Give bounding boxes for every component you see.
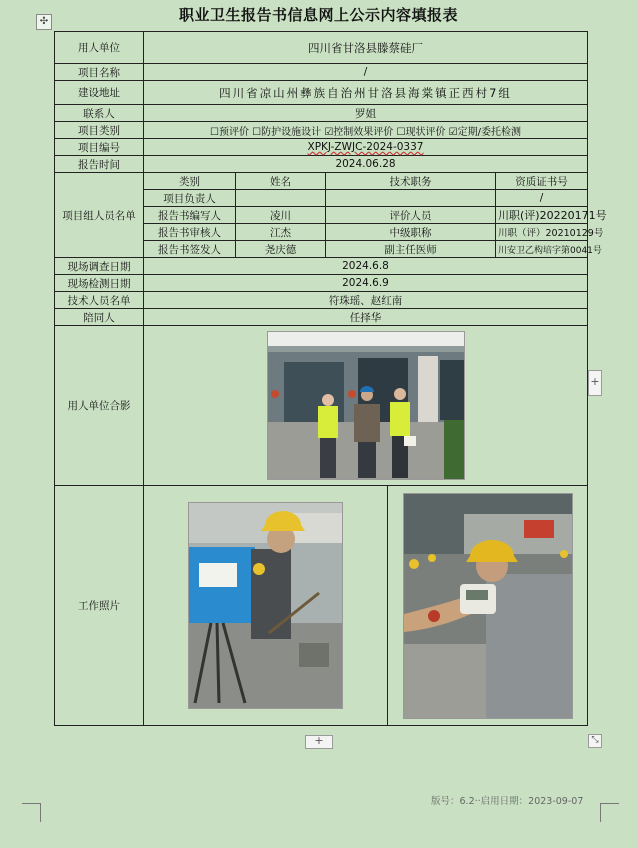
report-time-value: 2024.06.28 [144, 156, 588, 173]
team-cell: 报告书编写人 [144, 207, 236, 224]
team-header: 技术职务 [326, 173, 496, 190]
team-cell [236, 190, 326, 207]
work-photo-1 [188, 502, 343, 709]
checkbox-protection-design[interactable]: ☐ [252, 126, 262, 138]
team-cell [326, 190, 496, 207]
category-option[interactable]: ☑控制效果评价 [324, 126, 394, 138]
checkbox-control-effect[interactable]: ☑ [324, 126, 334, 138]
address-label: 建设地址 [55, 81, 144, 105]
team-cell: 中级职称 [326, 224, 496, 241]
project-no-value: XPKJ-ZWJC-2024-0337 [144, 139, 588, 156]
category-label: 项目类别 [55, 122, 144, 139]
team-cell: 江杰 [236, 224, 326, 241]
work-photo-cell-2 [388, 486, 588, 726]
employer-value: 四川省甘洛县滕蔡硅厂 [144, 32, 588, 64]
team-cell: / [496, 190, 588, 207]
disclosure-form-table [54, 31, 607, 726]
team-header: 资质证书号 [496, 173, 588, 190]
escort-label: 陪同人 [55, 309, 144, 326]
group-photo-label: 用人单位合影 [55, 326, 144, 486]
team-label: 项目组人员名单 [55, 173, 144, 258]
tech-staff-label: 技术人员名单 [55, 292, 144, 309]
contact-label: 联系人 [55, 105, 144, 122]
team-cell: 川职(评)20220171号 [496, 207, 588, 224]
address-value: 四川省凉山州彝族自治州甘洛县海棠镇正西村7组 [144, 81, 588, 105]
table-resize-handle[interactable]: ⤡ [588, 734, 602, 748]
survey-date-label: 现场调查日期 [55, 258, 144, 275]
tech-staff-value: 符珠瑶、赵红南 [144, 292, 588, 309]
team-cell: 报告书审核人 [144, 224, 236, 241]
project-name-label: 项目名称 [55, 64, 144, 81]
report-time-label: 报告时间 [55, 156, 144, 173]
team-cell: 尧庆德 [236, 241, 326, 258]
category-option[interactable]: ☐预评价 [210, 126, 249, 138]
add-column-button[interactable]: + [588, 370, 602, 396]
work-photo-cell-1 [144, 486, 388, 726]
category-option[interactable]: ☐防护设施设计 [252, 126, 322, 138]
team-cell: 项目负责人 [144, 190, 236, 207]
team-header: 姓名 [236, 173, 326, 190]
checkbox-status-evaluation[interactable]: ☐ [396, 126, 406, 138]
table-move-handle[interactable]: ✣ [36, 14, 52, 30]
page-corner-mark [22, 803, 41, 822]
team-cell: 报告书签发人 [144, 241, 236, 258]
page-title: 职业卫生报告书信息网上公示内容填报表 [178, 6, 458, 24]
category-option[interactable]: ☑定期/委托检测 [448, 126, 521, 138]
group-photo [267, 331, 465, 480]
contact-value: 罗姐 [144, 105, 588, 122]
project-name-value: / [144, 64, 588, 81]
test-date-value: 2024.6.9 [144, 275, 588, 292]
test-date-label: 现场检测日期 [55, 275, 144, 292]
survey-date-value: 2024.6.8 [144, 258, 588, 275]
team-cell: 评价人员 [326, 207, 496, 224]
escort-value: 任择华 [144, 309, 588, 326]
add-row-button[interactable]: + [305, 735, 333, 749]
team-header: 类别 [144, 173, 236, 190]
page-corner-mark [600, 803, 619, 822]
project-no-label: 项目编号 [55, 139, 144, 156]
team-cell: 副主任医师 [326, 241, 496, 258]
category-options [144, 122, 588, 139]
team-cell: 川职（评）20210129号 [496, 224, 588, 241]
category-option[interactable]: ☐现状评价 [396, 126, 446, 138]
team-cell: 凌川 [236, 207, 326, 224]
team-cell: 川安卫乙构培字第0041号 [496, 241, 588, 258]
employer-label: 用人单位 [55, 32, 144, 64]
checkbox-periodic-testing[interactable]: ☑ [448, 126, 458, 138]
group-photo-cell [144, 326, 588, 486]
checkbox-preassessment[interactable]: ☐ [210, 126, 219, 138]
work-photo-2 [403, 493, 573, 719]
version-footer: 版号：6.2··启用日期：2023-09-07 [431, 796, 584, 807]
work-photo-label: 工作照片 [55, 486, 144, 726]
